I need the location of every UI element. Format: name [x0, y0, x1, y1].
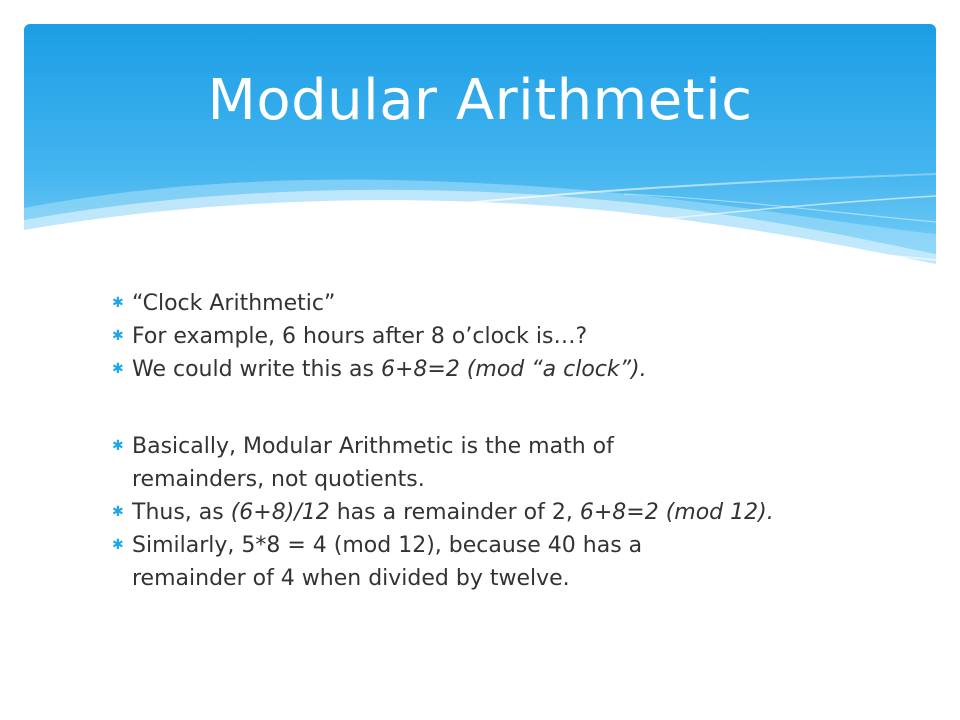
bullet-text-continuation: remainder of 4 when divided by twelve. [132, 566, 570, 591]
bullet-text-italic: 6+8=2 (mod 12). [579, 500, 774, 525]
bullet-text: Similarly, 5*8 = 4 (mod 12), because 40 has a [132, 533, 643, 558]
bullet-text: Basically, Modular Arithmetic is the math of [132, 434, 614, 459]
bullet-item [112, 430, 902, 496]
bullet-text-italic: 6+8=2 (mod “a clock”). [380, 357, 647, 382]
bullet-text: We could write this as [132, 357, 381, 382]
bullet-text: Thus, as [132, 500, 231, 525]
asterisk-bullet-icon: ✱ [112, 537, 124, 553]
bullet-item [112, 353, 902, 386]
asterisk-bullet-icon: ✱ [112, 438, 124, 454]
banner-wave-graphic [24, 24, 936, 266]
asterisk-bullet-icon: ✱ [112, 295, 124, 311]
bullet-item [112, 496, 902, 529]
bullet-text: For example, 6 hours after 8 o’clock is…? [132, 324, 588, 349]
bullet-item [112, 529, 902, 595]
asterisk-bullet-icon: ✱ [112, 328, 124, 344]
title-banner [24, 24, 936, 266]
bullet-text-continuation: remainders, not quotients. [132, 467, 425, 492]
bullet-item [112, 287, 902, 320]
bullet-text: has a remainder of 2, [329, 500, 580, 525]
bullet-list [112, 287, 902, 595]
bullet-text: “Clock Arithmetic” [132, 291, 336, 316]
spacer [112, 386, 902, 430]
bullet-text-italic: (6+8)/12 [230, 500, 330, 525]
asterisk-bullet-icon: ✱ [112, 361, 124, 377]
asterisk-bullet-icon: ✱ [112, 504, 124, 520]
slide-title: Modular Arithmetic [207, 68, 753, 133]
bullet-item [112, 320, 902, 353]
